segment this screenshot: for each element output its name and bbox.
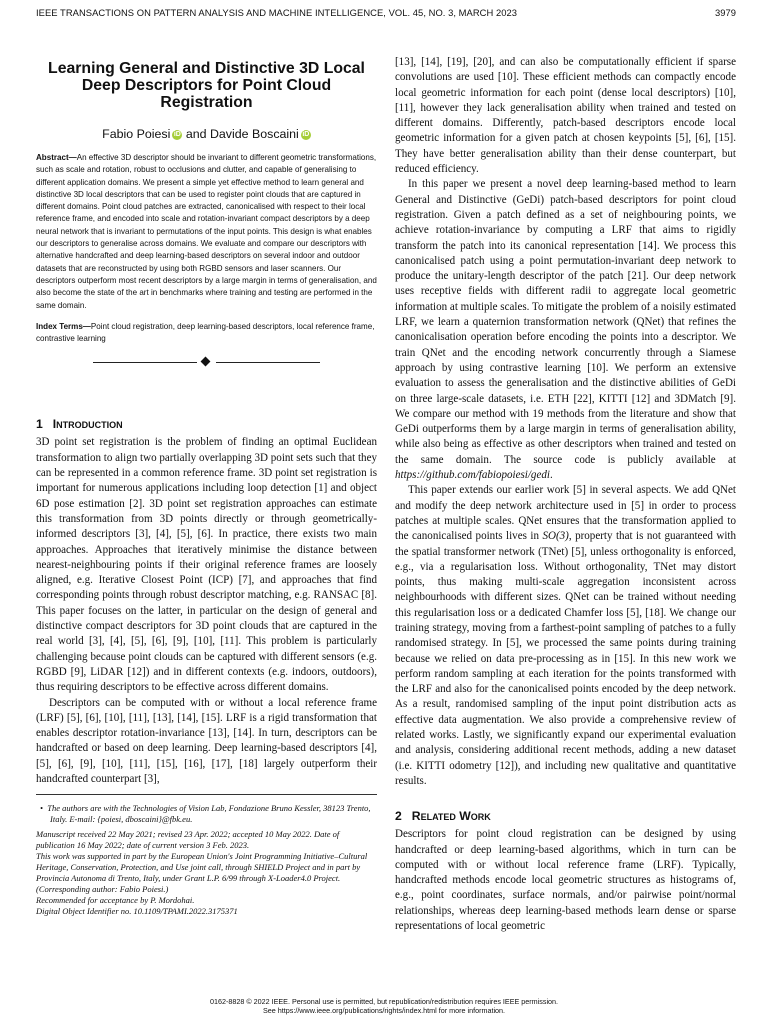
paragraph: [13], [14], [19], [20], and can also be computationally efficient if sparse convolutions are used [10]. These efficient methods can compactly encode local geometric information for each point (dense local descriptors) [10], [11], however they lack generalisation ability when trained and tested on different domains. Differently, patch-based descriptors encode local geometric information for a given patch at chosen keypoints [5], [6], [15]. They have better generalisation ability than their dense counterpart, but reduced efficiency.	[395, 56, 736, 176]
author-name: Fabio Poiesi	[102, 127, 171, 141]
section-heading-introduction	[36, 417, 377, 431]
paragraph-text: In this paper we present a novel deep learning-based method to learn General and Distinctive (GeDi) patch-based descriptors for point cloud registration. Given a patch defined as a set of neighbouring points, we achieve rotation-invariance by computing a LRF that aims to rigidly transform the patch into its canonical representation [14]. We process this canonicalised patch using a point permutation-invariant deep network to produce the unitary-length descriptor of the patch [21]. Our deep network uses receptive fields with different radii to aggregate local geometric information at multiple scales. To mitigate the problem of a noisily estimated LRF, we learn a quaternion transformation network (QNet) that refines the canonicalisation operation before encoding the points into a descriptor. We train QNet and the encoding network concurrently through a Siamese approach by using contrastive learning [10]. We perform an extensive evaluation to assess the generalisation and the distinctive abilities of GeDi on three large-scale datasets, i.e. ETH [22], KITTI [12] and 3DMatch [9]. We compare our method with 19 methods from the literature and show that GeDi outperforms them by a large margin in terms of generalisation ability, while also being as effective as other descriptors when trained and tested on the same domain. The source code is publicly available at	[395, 178, 736, 466]
orcid-icon[interactable]: iD	[302, 131, 310, 138]
source-code-link[interactable]: https://github.com/fabiopoiesi/gedi	[395, 469, 550, 482]
paragraph: Descriptors can be computed with or without a local reference frame (LRF) [5], [6], [10], [11], [13], [14], [15]. LRF is a rigid transformation that enables descriptor rotation-invariance [13], [14]. In turn, descriptors can be handcrafted or based on deep learning. Deep learning-based descriptors [4], [5], [6], [9], [10], [11], [15], [16], [17], [18] largely outperform their handcrafted counterpart [3],	[36, 696, 377, 785]
author-name: Davide Boscaini	[209, 127, 299, 141]
orcid-icon[interactable]: iD	[173, 131, 181, 138]
index-terms-label: Index Terms—	[36, 321, 91, 331]
section-title: Related Work	[411, 809, 491, 824]
footnote-doi: Digital Object Identifier no. 10.1109/TPAMI.2022.3175371	[36, 906, 238, 917]
footnote-affiliation: • The authors are with the Technologies of Vision Lab, Fondazione Bruno Kessler, 38123 Trento, Italy. E-mail: {poiesi, dboscaini}@fbk.eu.	[40, 803, 371, 825]
index-terms	[36, 321, 377, 346]
paragraph	[395, 483, 736, 789]
separator-line	[216, 362, 320, 363]
footnote-recommended: Recommended for acceptance by P. Mordohai.	[36, 895, 195, 906]
paragraph-text: This paper extends our earlier work [5] in several aspects. We add QNet and modify the deep network architecture used in [5] in order to process patches at multiple scales. QNet ensures that the transformation applied to the canonicalised points lives in	[395, 484, 736, 543]
page-number: 3979	[714, 7, 736, 18]
separator-line	[93, 362, 197, 363]
paragraph: 3D point set registration is the problem of finding an optimal Euclidean transformation to align two partially overlapping 3D point sets such that they can be represented in a common reference frame. 3D point set registration is important for numerous applications including loop detection [1] and object 6D pose estimation [2]. 3D point set registration approaches can estimate this transformation from 3D points directly or through geometrically-informed descriptors [3], [4], [5], [6]. In practice, there exists two main approaches. Approaches that iteratively minimise the distance between nearest-neighbouring points if their original reference frames are loosely aligned, e.g. Iterative Closest Point (ICP) [7], and approaches that find corresponding points through robust descriptor matching, e.g. RANSAC [8]. This paper focuses on the latter, in particular on the design of general and distinctive compact descriptors for 3D point clouds that are captured in the real world [3], [4], [5], [6], [9], [10], [11]. This problem is particularly challenging because point clouds can be captured with different sensors (e.g. RGBD [9], LiDAR [12]) and in different contexts (e.g. indoors, outdoors), thus requiring descriptors to be effective across different domains.	[36, 436, 377, 694]
right-column	[395, 55, 736, 934]
section-heading-related-work	[395, 809, 736, 823]
math-so3: SO(3)	[542, 530, 569, 543]
journal-title: IEEE TRANSACTIONS ON PATTERN ANALYSIS AND MACHINE INTELLIGENCE, VOL. 45, NO. 3, MARCH 2023	[36, 7, 518, 18]
paragraph-text: .	[549, 469, 553, 482]
paragraph-text: , property that is not guaranteed with the spatial transformer network (TNet) [5], unless orthogonality is enforced, e.g., via a regularisation loss. Without orthogonality, TNet may distort points, thus making multi-scale aggregation inconsistent across neighbourhoods with different sizes. QNet can be trained without needing this regularisation loss or a dedicated Chamfer loss [5], [18]. We change our training strategy, moving from a farthest-point sampling of patches to a fully randomised strategy. In [5], we processed the same points during training because we relied on data pre-processing as in [15]. In this new work we perform random sampling at each iteration for the points transformed with the LRF and also for the canonicalised points encoded by the deep network. As a result, randomised sampling of the input point distribution acts as effective data augmentation. We also provide a comprehensive review of related works. Lastly, we significantly expand our experimental evaluation and analysis, considering additional recent methods, adding a new dataset (i.e. KITTI odometry [12]), and including new qualitative and quantitative results.	[395, 530, 737, 787]
intro-body	[36, 435, 377, 787]
section-number: 2	[395, 809, 402, 824]
diamond-icon	[201, 357, 211, 367]
footnote-text: The authors are with the Technologies of Vision Lab, Fondazione Bruno Kessler, 38123 Trento, Italy. E-mail: {poiesi, dboscaini}@fbk.eu.	[47, 803, 371, 825]
intro-continued	[395, 55, 736, 789]
paragraph: Descriptors for point cloud registration can be designed by using handcrafted or deep learning-based algorithms, which in turn can be computed with or without local reference frame (LRF). Typically, handcrafted methods encode local geometric structures as histograms of, e.g., point coordinates, surface normals, and/or pairwise point/normal relationships, whereas deep learning-based methods learn dense or sparse representations of local geometric	[395, 828, 736, 933]
footnote-rule	[36, 794, 377, 795]
author-connector: and	[185, 127, 207, 141]
copyright-line: 0162-8828 © 2022 IEEE. Personal use is permitted, but republication/redistribution requires IEEE permission.	[209, 997, 559, 1006]
index-terms-text: Point cloud registration, deep learning-based descriptors, local reference frame, contrastive learning	[36, 321, 375, 344]
section-separator	[36, 355, 377, 369]
left-column	[36, 57, 377, 917]
footnote-corresponding: (Corresponding author: Fabio Poiesi.)	[36, 884, 169, 895]
footnote-manuscript: Manuscript received 22 May 2021; revised 23 Apr. 2022; accepted 10 May 2022. Date of publication 16 May 2022; date of current version 3 Feb. 2023.	[36, 829, 340, 851]
abstract-label: Abstract—	[36, 153, 77, 162]
author-line	[36, 126, 377, 142]
footnote-support: This work was supported in part by the European Union's Joint Programming Initiative–Cultural Heritage, Conservation, Protection, and Use joint call, through SHIELD Project and in part by Provincia Autonoma di Trento, Italy, under Grant L.P. 6/99 through X-Loader4.0 Project.	[36, 851, 368, 884]
abstract-text: An effective 3D descriptor should be invariant to different geometric transformations, such as scale and rotation, robust to occlusions and clutter, and capable of generalising to different application domains. We present a simple yet effective method to learn general and distinctive 3D local descriptors that can be used to register point clouds that are captured in different domains. Point cloud patches are extracted, canonicalised with respect to their local reference frame, and encoded into scale and rotation-invariant compact descriptors by a deep neural network that is invariant to permutations of the input points. This design is what enables our descriptors to generalise across domains. We evaluate and compare our descriptors with alternative handcrafted and deep learning-based descriptors on several indoor and outdoor datasets that are reconstructed by using both RGBD sensors and laser scanners. Our descriptors outperform most recent descriptors by a large margin in terms of generalisation, and also become the state of the art in benchmarks where training and testing are performed in the same domain.	[36, 153, 377, 310]
paragraph	[395, 177, 736, 483]
running-header	[36, 7, 736, 21]
paper-title: Learning General and Distinctive 3D Local Deep Descriptors for Point Cloud Registration	[48, 60, 365, 111]
related-work-body	[395, 827, 736, 934]
copyright-notice	[0, 997, 768, 1015]
copyright-line: See https://www.ieee.org/publications/rights/index.html for more information.	[262, 1006, 506, 1015]
section-number: 1	[36, 417, 43, 432]
abstract	[36, 152, 377, 312]
footnotes	[36, 803, 377, 917]
section-title: Introduction	[52, 417, 123, 432]
